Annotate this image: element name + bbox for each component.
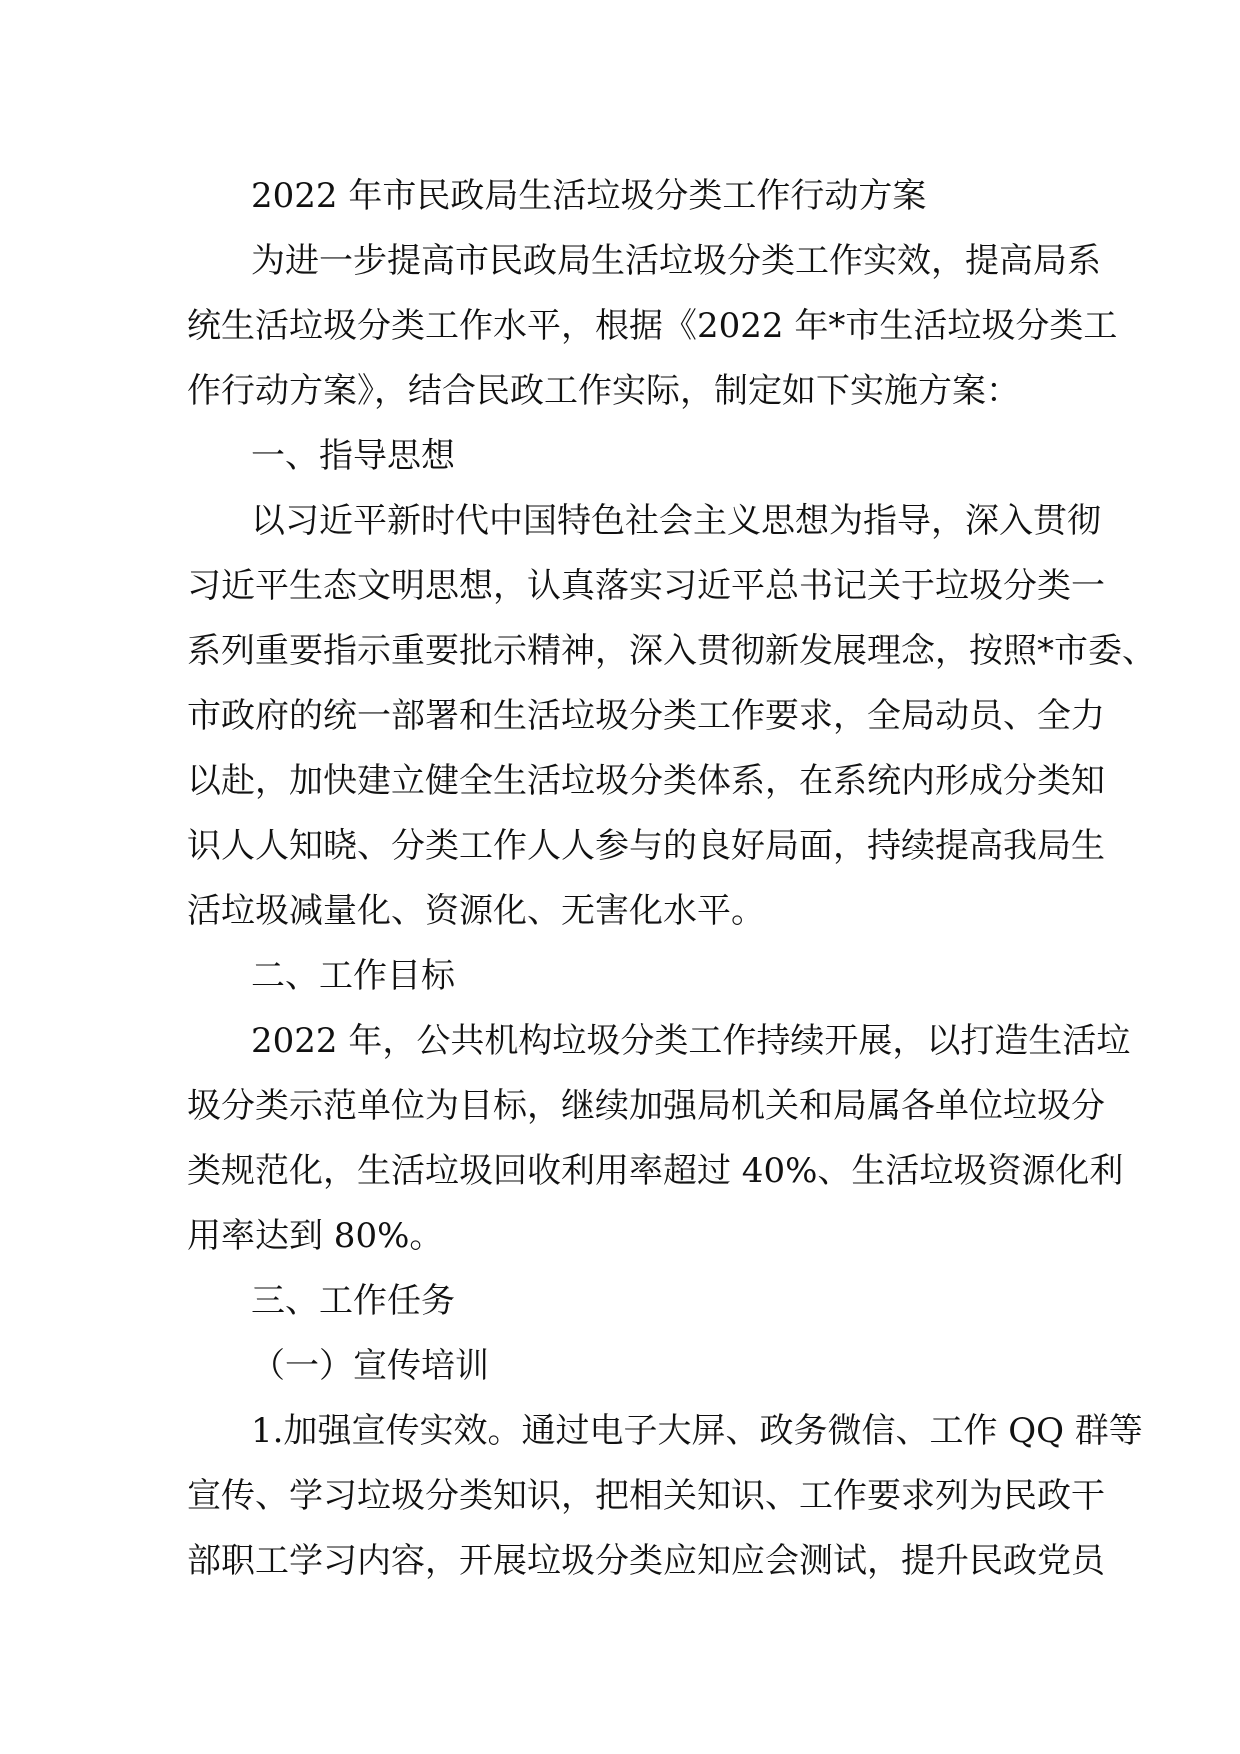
guiding-ideology-paragraph-line: 市政府的统一部署和生活垃圾分类工作要求，全局动员、全力 xyxy=(187,696,1105,736)
guiding-ideology-paragraph-line: 系列重要指示重要批示精神，深入贯彻新发展理念，按照*市委、 xyxy=(187,631,1156,671)
work-goals-paragraph-line: 圾分类示范单位为目标，继续加强局机关和局属各单位垃圾分 xyxy=(187,1086,1105,1126)
guiding-ideology-paragraph-line: 以习近平新时代中国特色社会主义思想为指导，深入贯彻 xyxy=(251,501,1101,541)
document-body xyxy=(187,164,1156,1594)
intro-paragraph-line: 作行动方案》，结合民政工作实际，制定如下实施方案： xyxy=(187,371,1020,411)
work-goals-paragraph-line: 2022 年，公共机构垃圾分类工作持续开展，以打造生活垃 xyxy=(251,1021,1131,1061)
section-heading-work-tasks: 三、工作任务 xyxy=(251,1281,455,1321)
intro-paragraph-line: 统生活垃圾分类工作水平，根据《2022 年*市生活垃圾分类工 xyxy=(187,306,1118,346)
guiding-ideology-paragraph-line: 习近平生态文明思想，认真落实习近平总书记关于垃圾分类一 xyxy=(187,566,1105,606)
task-item-paragraph-line: 1.加强宣传实效。通过电子大屏、政务微信、工作 QQ 群等 xyxy=(251,1411,1143,1451)
guiding-ideology-paragraph-line: 以赴，加快建立健全生活垃圾分类体系，在系统内形成分类知 xyxy=(187,761,1105,801)
intro-paragraph-line: 为进一步提高市民政局生活垃圾分类工作实效，提高局系 xyxy=(251,241,1101,281)
document-title: 2022 年市民政局生活垃圾分类工作行动方案 xyxy=(251,176,927,216)
guiding-ideology-paragraph-line: 识人人知晓、分类工作人人参与的良好局面，持续提高我局生 xyxy=(187,826,1105,866)
work-goals-paragraph-line: 类规范化，生活垃圾回收利用率超过 40%、生活垃圾资源化利 xyxy=(187,1151,1124,1191)
task-item-paragraph-line: 部职工学习内容，开展垃圾分类应知应会测试，提升民政党员 xyxy=(187,1541,1105,1581)
guiding-ideology-paragraph-line: 活垃圾减量化、资源化、无害化水平。 xyxy=(187,891,765,931)
subsection-heading-publicity-training: （一）宣传培训 xyxy=(251,1346,489,1386)
task-item-paragraph-line: 宣传、学习垃圾分类知识，把相关知识、工作要求列为民政干 xyxy=(187,1476,1105,1516)
section-heading-work-goals: 二、工作目标 xyxy=(251,956,455,996)
section-heading-guiding-ideology: 一、指导思想 xyxy=(251,436,455,476)
work-goals-paragraph-line: 用率达到 80%。 xyxy=(187,1216,444,1256)
